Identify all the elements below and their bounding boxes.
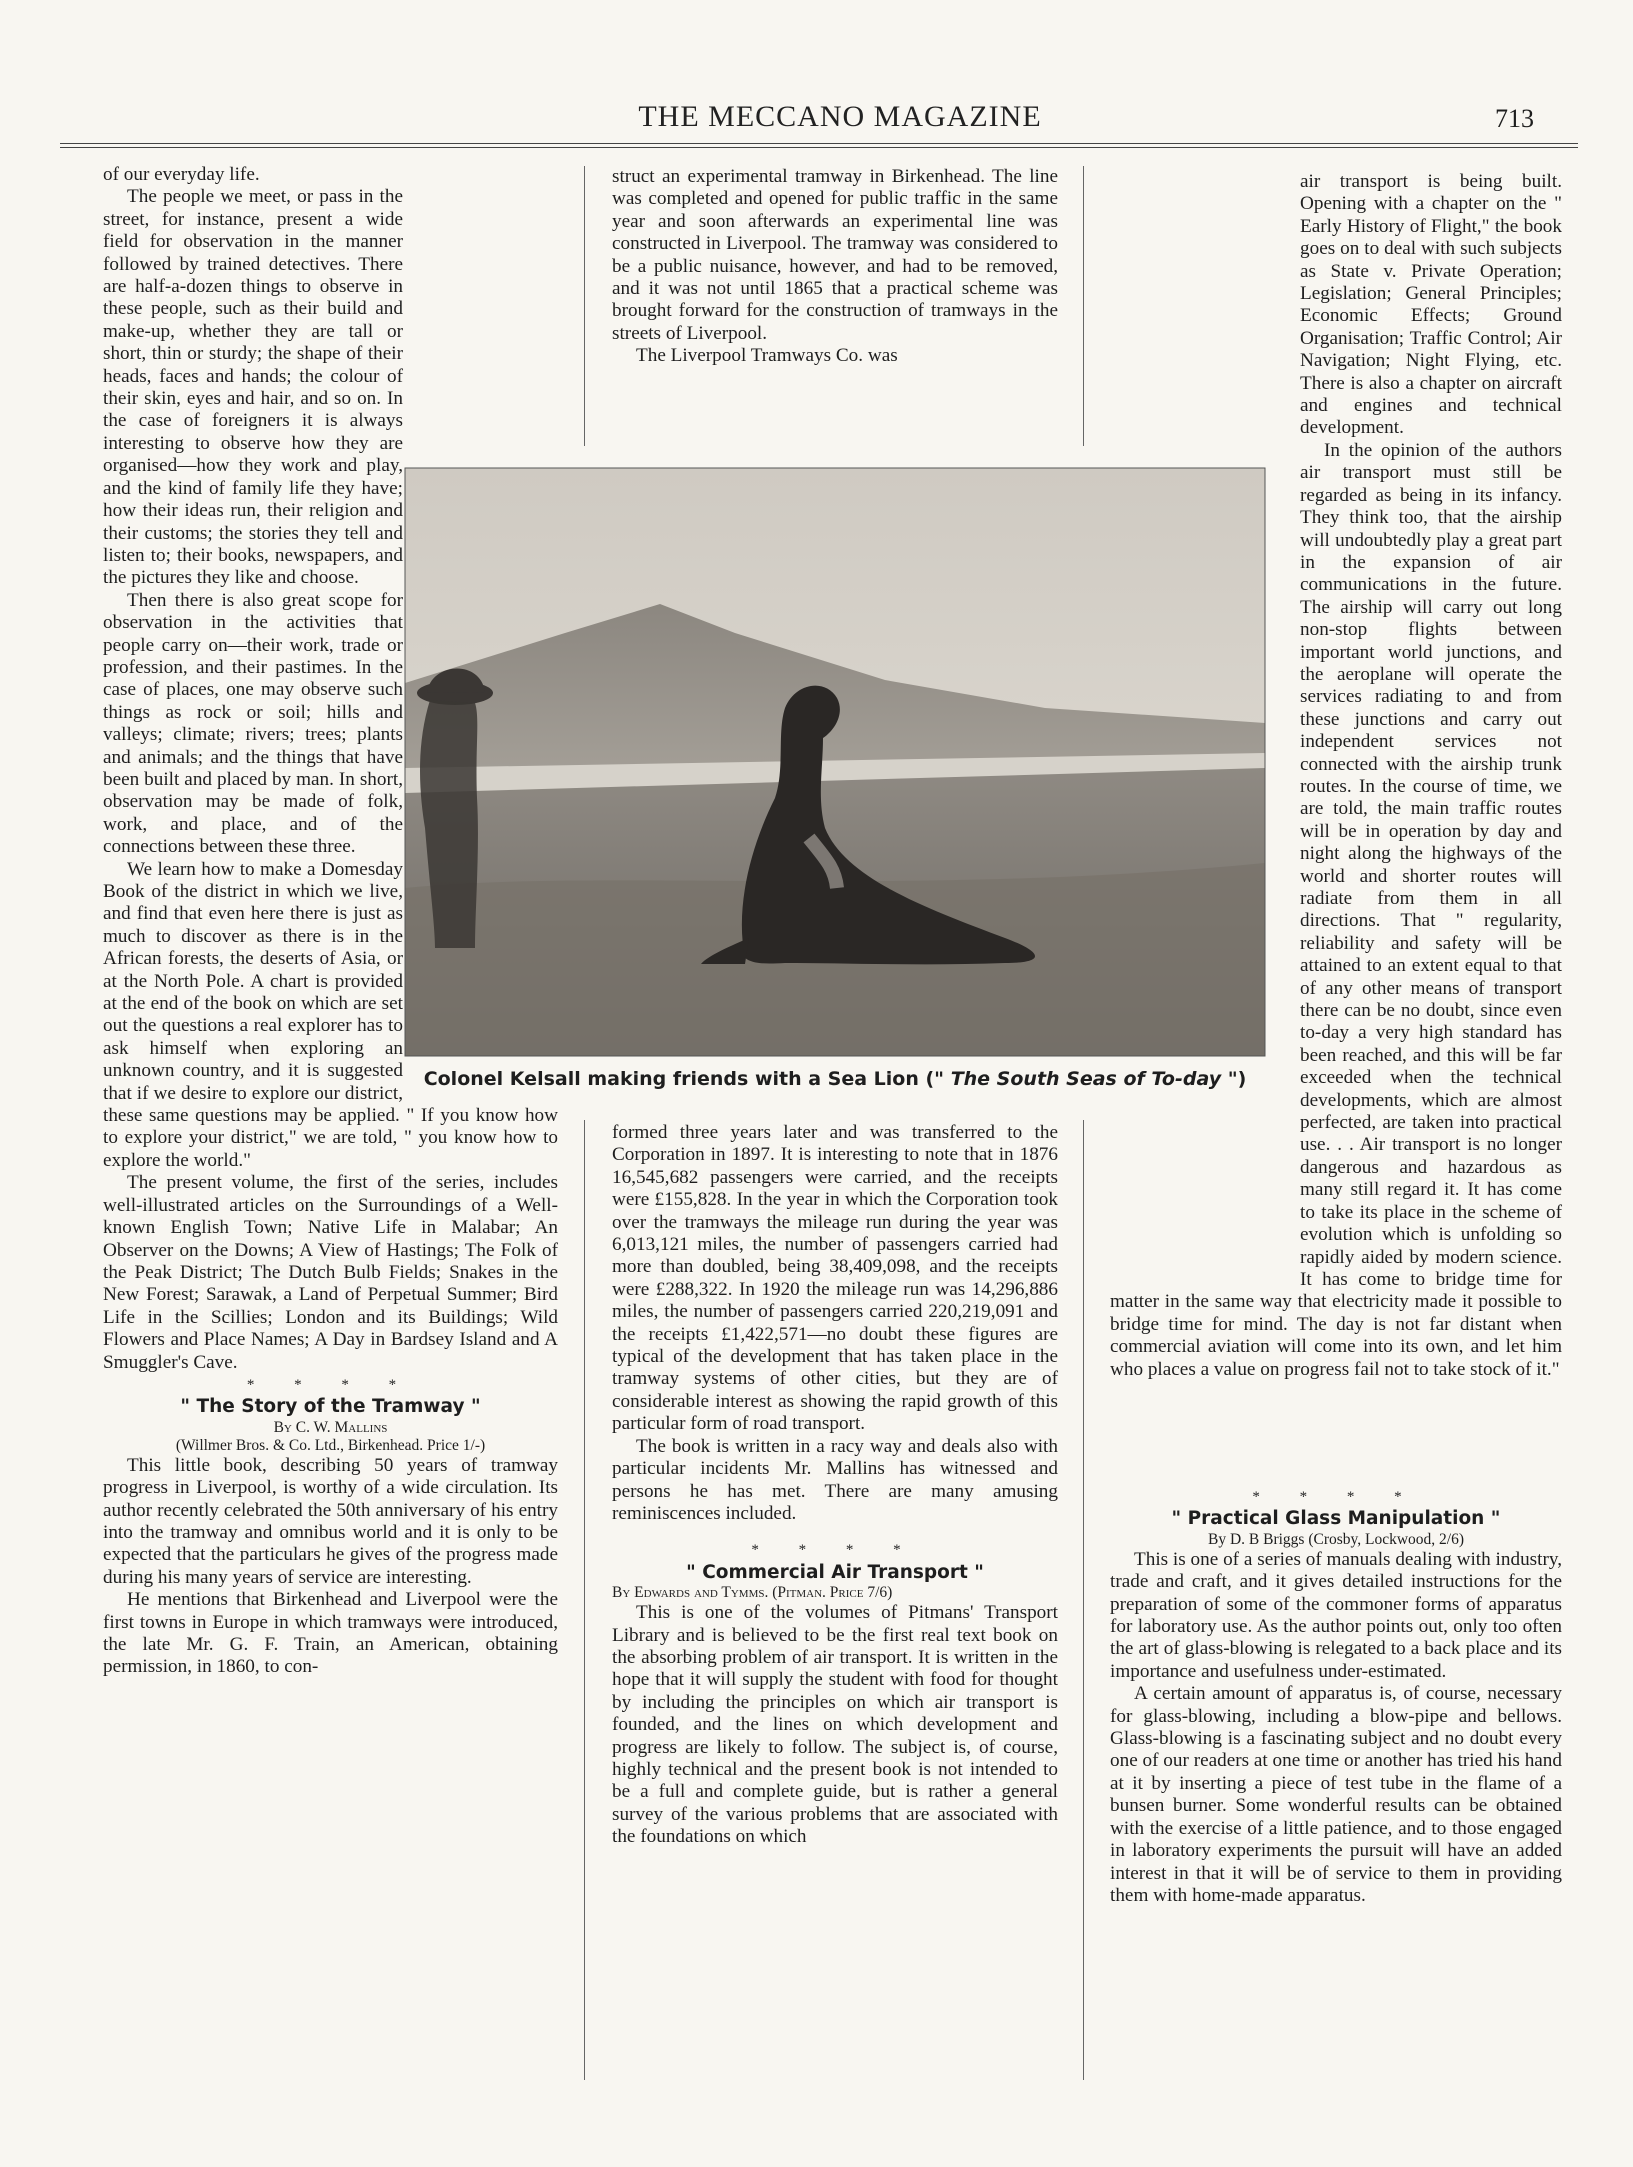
paragraph: This little book, describing 50 years of tramway progress in Liverpool, is worthy of a wide circulation. Its author recently celebrated the 50th anniversary of his entry into the tramway and omnibus world and it is only to be expected that the particulars he gives of the progress made during his many years of service are interesting. <box>103 1454 558 1588</box>
column-separator <box>584 1120 585 2080</box>
paragraph: The book is written in a racy way and deals also with particular incidents Mr. Mallins has witnessed and persons he has met. There are many amusing reminiscences included. <box>612 1435 1058 1524</box>
page-header <box>0 100 1633 140</box>
byline: By Edwards and Tymms. (Pitman. Price 7/6) <box>612 1584 893 1602</box>
paragraph: He mentions that Birkenhead and Liverpool were the first towns in Europe in which tramways were introduced, the late Mr. G. F. Train, an American, obtaining permission, in 1860, to con- <box>103 1589 558 1678</box>
paragraph: We learn how to make a Domesday Book of the district in which we live, and find that even here there is just as much to discover as there is in the African forests, the deserts of Asia, or at the North Pole. A chart is provided at the end of the book on which are set out the questions a real explorer has to ask himself when exploring an unknown country, and it is suggested that if we desire to explore our district, these same questions may be applied. " If you know how to explore your district," we are told, " you know how to explore the world." <box>103 858 558 1171</box>
photo-caption <box>405 1068 1265 1090</box>
publisher-line: (Willmer Bros. & Co. Ltd., Birkenhead. Price 1/-) <box>175 1436 486 1454</box>
section-stars: * * * * <box>1252 1489 1420 1505</box>
book-title-glass: " Practical Glass Manipulation " <box>1171 1508 1501 1530</box>
column-separator <box>1083 166 1084 446</box>
header-rule <box>60 143 1578 144</box>
sea-lion-photograph <box>405 468 1265 1056</box>
column-middle-bottom <box>612 1122 1058 1849</box>
paragraph: formed three years later and was transferred to the Corporation in 1897. It is interesting to note that in 1876 16,545,682 passengers were carried, and the receipts were £155,828. In the year in which the Corporation took over the tramways the mileage run during the year was 6,013,121 miles, the number of passengers carried had more than doubled, being 38,409,098, and the receipts were £288,322. In 1920 the mileage run was 14,296,886 miles, the number of passengers carried 220,219,091 and the receipts £1,422,571—no doubt these figures are typical of the development that has taken place in the tramway systems of other cities, but they are of considerable interest as showing the rapid growth of this particular form of road transport. <box>612 1122 1058 1435</box>
paragraph: The present volume, the first of the series, includes well-illustrated articles on the Surroundings of a Well-known English Town; Native Life in Malabar; An Observer on the Downs; A View of Hastings; The Folk of the Peak District; The Dutch Bulb Fields; Snakes in the New Forest; Sarawak, a Land of Perpetual Summer; Bird Life in the Scillies; London and its Buildings; Wild Flowers and Place Names; A Day in Bardsey Island and A Smuggler's Cave. <box>103 1172 558 1373</box>
paragraph: air transport is being built. Opening with a chapter on the " Early History of Flight," the book goes on to deal with such subjects as State v. Private Operation; Legislation; General Principles; Economic Effects; Ground Organisation; Traffic Control; Air Navigation; Night Flying, etc. There is also a chapter on aircraft and engines and technical development. <box>1300 171 1562 439</box>
paragraph: In the opinion of the authors air transport must still be regarded as being in its infancy. They think too, that the airship will undoubtedly play a great part in the expansion of air communications in the future. The airship will carry out long non-stop flights between important world junctions, and the aeroplane will operate the services radiating to and from these junctions and carry out independent services not connected with the airship trunk routes. In the course of time, we are told, the main traffic routes will be in operation by day and night along the highways of the world and shorter routes will radiate from them in all directions. That " regularity, reliability and safety will be attained to an extent equal to that of any other means of transport there can be no doubt, since even to-day a very high standard has been reached, and this will be far exceeded when the technical developments, which are almost perfected, are taken into practical use. . . Air transport is no longer dangerous and hazardous as many still regard it. It has come to take its place in the scheme of evolution which is unfolding so rapidly aided by modern science. It has come to bridge time for matter in the same way that electricity made it possible to bridge time for mind. The day is not far distant when commercial aviation will come into its own, and let him who places a value on progress fail not to take stock of it." <box>1110 439 1562 1380</box>
caption-text: Colonel Kelsall making friends with a Sea Lion (" <box>423 1068 951 1090</box>
byline: By C. W. Mallins <box>273 1418 388 1436</box>
paragraph: A certain amount of apparatus is, of course, necessary for glass-blowing, including a blow-pipe and bellows. Glass-blowing is a fascinating subject and no doubt every one of our readers at one time or another has tried his hand at it by inserting a piece of test tube in the flame of a bunsen burner. Some wonderful results can be obtained with the exercise of a little patience, and to those engaged in laboratory experiments the pursuit will have an added interest in that it will be of service to them in providing them with home-made apparatus. <box>1110 1683 1562 1906</box>
paragraph: The Liverpool Tramways Co. was <box>636 345 898 367</box>
paragraph: The people we meet, or pass in the street, for instance, present a wide field for observation in the manner followed by trained detectives. There are half-a-dozen things to observe in these people, such as their build and make-up, whether they are tall or short, thin or sturdy; the shape of their heads, faces and hands; the colour of their skin, eyes and hair, and so on. In the case of foreigners it is always interesting to observe how they are organised—how they work and play, and the kind of family life they have; how their ideas run, their religion and their customs; the stories they tell and listen to; their books, newspapers, and the pictures they like and choose. <box>103 186 403 589</box>
paragraph: Then there is also great scope for observation in the activities that people carry on—their work, trade or profession, and their pastimes. In the case of places, one may observe such things as rock or soil; hills and valleys; climate; rivers; trees; plants and animals; and the things that have been built and placed by man. In short, observation may be made of folk, work, and place, and of the connections between these three. <box>103 589 403 858</box>
page-number: 713 <box>1495 104 1534 133</box>
paragraph: This is one of the volumes of Pitmans' Transport Library and is believed to be the first real text book on the absorbing problem of air transport. It is written in the hope that it will supply the student with food for thought by including the principles on which air transport is founded, and the lines on which development and progress are likely to follow. The subject is, of course, highly technical and the present book is not intended to be a full and complete guide, but is rather a general survey of the various problems that are associated with the foundations on which <box>612 1602 1058 1848</box>
paragraph: struct an experimental tramway in Birkenhead. The line was completed and opened for public traffic in the same year and soon afterwards an experimental line was constructed in Liverpool. The tramway was considered to be a public nuisance, however, and had to be removed, and it was not until 1865 that a practical scheme was brought forward for the construction of tramways in the streets of Liverpool. <box>612 166 1058 344</box>
caption-book-title: The South Seas of To-day <box>950 1068 1222 1090</box>
photo-illustration <box>405 468 1265 1056</box>
column-right-bottom <box>1110 1486 1562 1907</box>
column-separator <box>1083 1120 1084 2080</box>
section-stars: * * * * <box>751 1542 919 1559</box>
column-middle-top <box>612 166 1058 368</box>
book-title-air-transport: " Commercial Air Transport " <box>686 1561 984 1583</box>
magazine-title: THE MECCANO MAGAZINE <box>638 100 1042 133</box>
column-separator <box>584 166 585 446</box>
book-title-tramway: " The Story of the Tramway " <box>180 1396 481 1418</box>
header-rule-thin <box>60 147 1578 148</box>
section-stars: * * * * <box>246 1376 415 1393</box>
caption-close: ") <box>1221 1068 1247 1090</box>
byline: By D. B Briggs (Crosby, Lockwood, 2/6) <box>1207 1530 1465 1548</box>
paragraph: of our everyday life. <box>103 164 260 185</box>
paragraph: This is one of a series of manuals dealing with industry, trade and craft, and it gives detailed instructions for the preparation of some of the commoner forms of apparatus for laboratory use. As the author points out, only too often the art of glass-blowing is relegated to a back place and its importance and usefulness under-estimated. <box>1110 1548 1562 1682</box>
